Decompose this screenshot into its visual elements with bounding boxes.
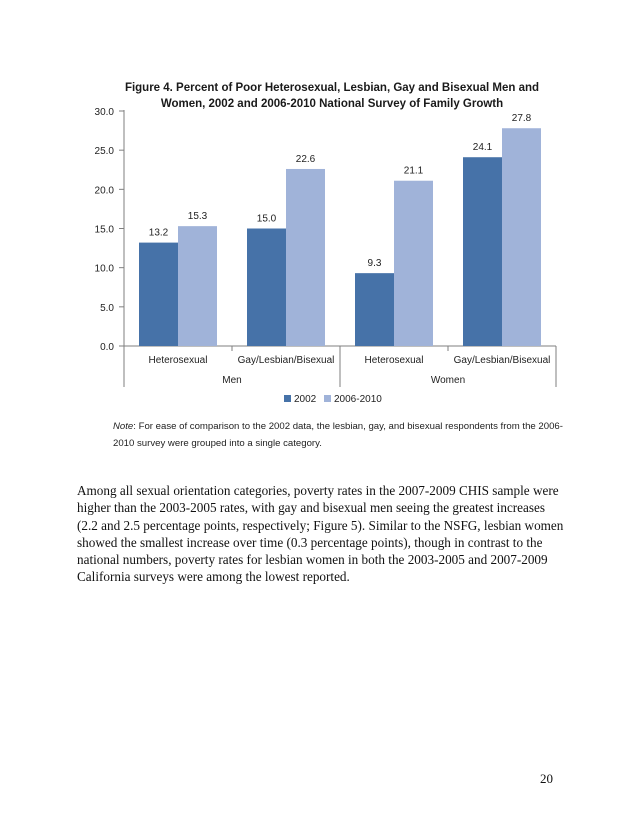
bar-value-label: 15.3 [187, 211, 208, 223]
x-group-label: Women [430, 375, 466, 386]
x-category-label: Gay/Lesbian/Bisexual [237, 355, 335, 366]
y-tick-label: 20.0 [94, 185, 114, 197]
legend-label: 2002 [294, 394, 317, 405]
y-tick-label: 5.0 [100, 302, 114, 314]
note-text: : For ease of comparison to the 2002 data, the lesbian, gay, and bisexual respondents from the 2006-2010 survey were grouped into a single category. [113, 421, 563, 449]
y-tick-label: 10.0 [94, 263, 114, 275]
bar [178, 226, 217, 346]
page-number: 20 [540, 771, 553, 786]
chart-title-line-2: Women, 2002 and 2006-2010 National Survey of Family Growth [160, 98, 504, 110]
bar [286, 169, 325, 346]
x-category-label: Heterosexual [364, 355, 424, 366]
bar [247, 229, 286, 347]
bar [463, 157, 502, 346]
legend-swatch [324, 395, 331, 402]
bar-value-label: 21.1 [403, 165, 424, 177]
bar-value-label: 24.1 [472, 142, 493, 154]
bar [139, 243, 178, 346]
bar-value-label: 15.0 [256, 213, 277, 225]
body-paragraph: Among all sexual orientation categories, poverty rates in the 2007-2009 CHIS sample were higher than the 2003-2005 rates, with gay and bisexual men seeing the greatest increases (2.2 and 2.5 percentage points, respectively; Figure 5). Similar to the NSFG, lesbian women showed the smallest increase over time (0.3 percentage points), though in contrast to the national numbers, poverty rates for lesbian women in both the 2003-2005 and 2007-2009 California surveys were among the lowest reported. [77, 483, 564, 585]
legend-label: 2006-2010 [334, 394, 382, 405]
bar-value-label: 13.2 [148, 227, 169, 239]
y-tick-label: 0.0 [100, 342, 114, 353]
chart-note [113, 418, 563, 452]
bar [355, 273, 394, 346]
x-group-label: Men [222, 375, 242, 386]
bar-value-label: 9.3 [367, 258, 382, 270]
bar [502, 128, 541, 346]
x-category-label: Gay/Lesbian/Bisexual [453, 355, 551, 366]
bar [394, 181, 433, 346]
bar-value-label: 22.6 [295, 153, 316, 165]
chart-title-line-1: Figure 4. Percent of Poor Heterosexual, Lesbian, Gay and Bisexual Men and [124, 82, 540, 94]
x-category-label: Heterosexual [148, 355, 208, 366]
legend-swatch [284, 395, 291, 402]
note-label: Note [113, 421, 134, 432]
y-tick-label: 30.0 [94, 107, 114, 118]
y-tick-label: 25.0 [94, 146, 114, 158]
y-tick-label: 15.0 [94, 224, 114, 236]
bar-value-label: 27.8 [511, 113, 532, 125]
